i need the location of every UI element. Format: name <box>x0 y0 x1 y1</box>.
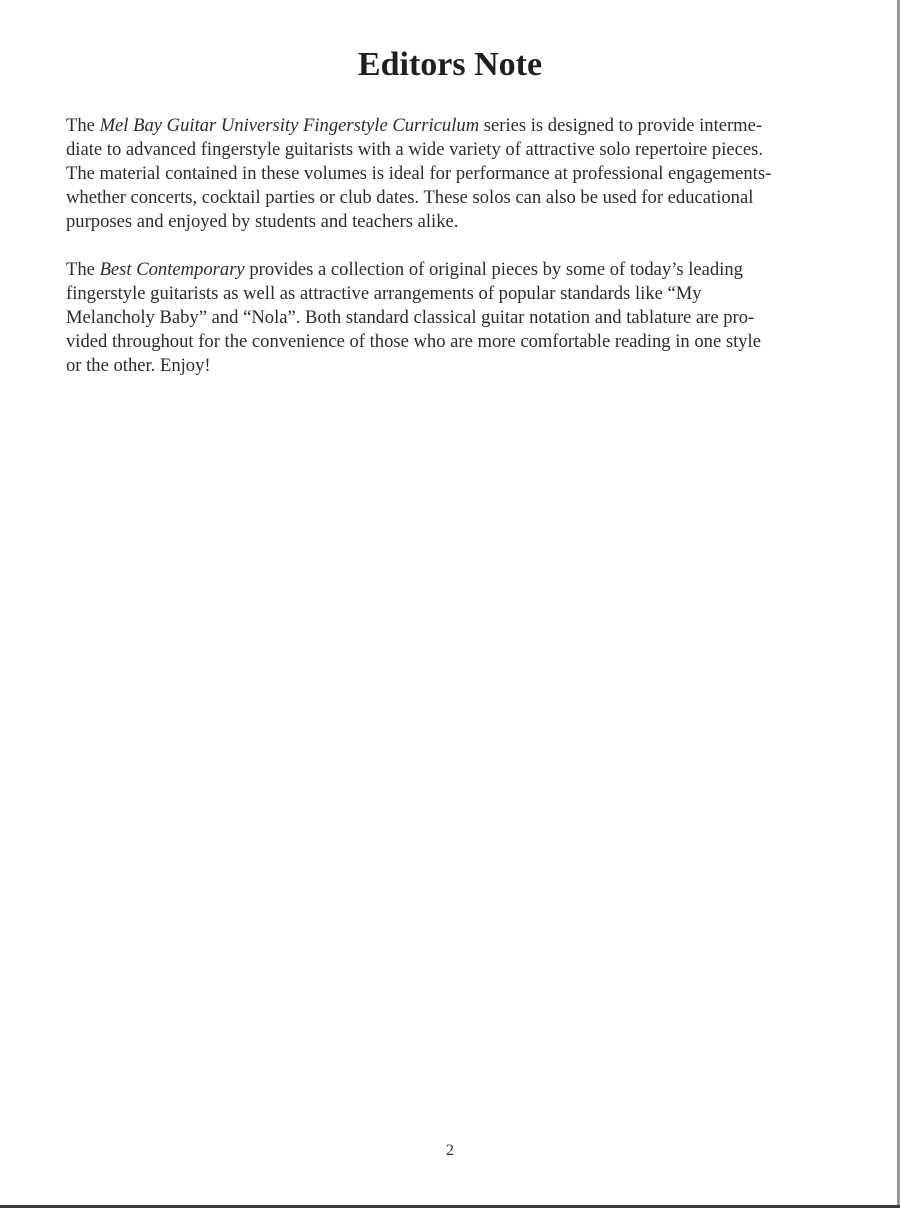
paragraph-line: whether concerts, cocktail parties or club dates. These solos can also be used for educational <box>66 187 754 208</box>
page-title: Editors Note <box>357 46 543 83</box>
paragraph-line: fingerstyle guitarists as well as attractive arrangements of popular standards like “My <box>66 283 702 304</box>
paragraph-intro <box>66 114 866 234</box>
series-title: Mel Bay Guitar University Fingerstyle Curriculum <box>99 115 480 136</box>
paragraph-line: Melancholy Baby” and “Nola”. Both standard classical guitar notation and tablature are pro- <box>66 307 755 328</box>
paragraph-line: purposes and enjoyed by students and teachers alike. <box>66 211 459 232</box>
paragraph-line: The Best Contemporary provides a collection of original pieces by some of today’s leading <box>66 259 743 280</box>
book-title: Best Contemporary <box>99 259 245 280</box>
paragraph-line: The Mel Bay Guitar University Fingerstyle Curriculum series is designed to provide interme- <box>66 115 763 136</box>
paragraph-line: The material contained in these volumes is ideal for performance at professional engagements- <box>66 163 772 184</box>
paragraph-contents <box>66 258 866 378</box>
page-number: 2 <box>446 1142 454 1159</box>
paragraph-line: diate to advanced fingerstyle guitarists with a wide variety of attractive solo repertoire pieces. <box>66 139 764 160</box>
paragraph-line: or the other. Enjoy! <box>66 355 211 376</box>
paragraph-line: vided throughout for the convenience of those who are more comfortable reading in one style <box>66 331 761 352</box>
